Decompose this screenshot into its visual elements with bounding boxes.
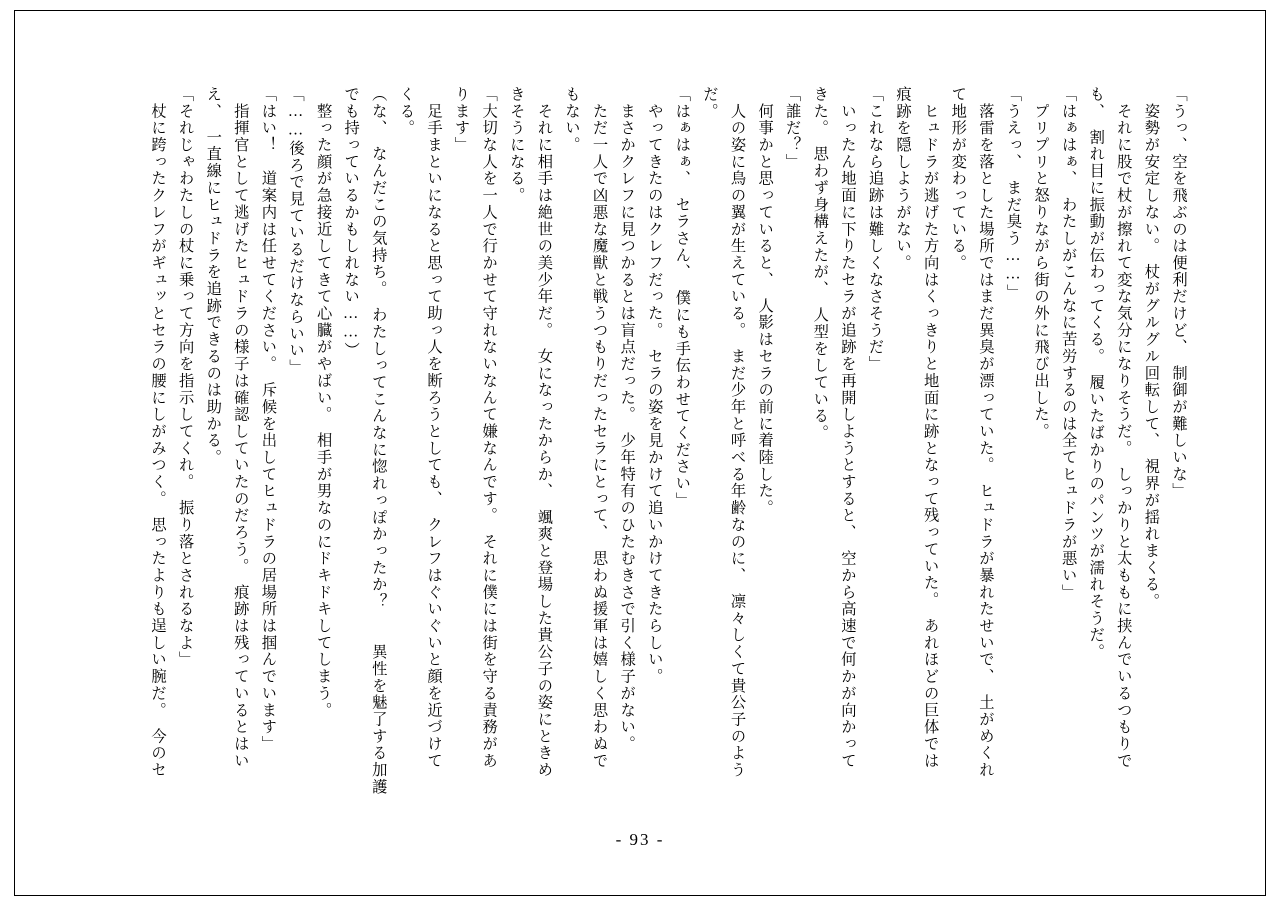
text-column: 落雷を落とした場所ではまだ異臭が漂っていた。 ヒュドラが暴れたせいで、 土がめくれ [976,86,994,779]
text-column: ります」 [452,86,470,154]
text-column: 「はぁはぁ、 セラさん、 僕にも手伝わせてください」 [673,86,691,509]
text-column: 「それじゃわたしの杖に乗って方向を指示してくれ。 振り落とされるなよ」 [176,86,194,669]
text-column: 整った顔が急接近してきて心臓がやばい。 相手が男なのにドキドキしてしまう。 [314,86,332,719]
text-column: ただ一人で凶悪な魔獣と戦うつもりだったセラにとって、 思わぬ援軍は嬉しく思わぬで [590,86,608,770]
text-column: 「誰だ？」 [783,86,801,171]
text-column: 「うっ、空を飛ぶのは便利だけど、 制御が難しいな」 [1170,86,1187,500]
text-column: （な、 なんだこの気持ち。 わたしってこんなに惚れっぽかったか？ 異性を魅了する加護 [369,86,387,796]
text-column: 「これなら追跡は難しくなさそうだ」 [866,86,884,373]
text-column: くる。 [397,86,415,137]
text-column: て地形が変わっている。 [949,86,967,272]
text-column: え、 一直線にヒュドラを追跡できるのは助かる。 [204,86,222,466]
text-column: きた。 思わず身構えたが、 人型をしている。 [811,86,829,442]
text-column: でも持っているかもしれない……） [342,86,360,359]
text-column: 「……後ろで見ているだけならいい」 [287,86,304,376]
text-column: それに股で杖が擦れて変な気分になりそうだ。 しっかりと太ももに挟んでいるつもりで [1114,86,1132,770]
text-column: 足手まといになると思って助っ人を断ろうとしても、 クレフはぐいぐいと顔を近づけて [424,86,442,770]
text-column: 「大切な人を一人で行かせて守れないなんて嫌なんです。 それに僕には街を守る責務があ [480,86,498,770]
text-column: 「うえっ、 まだ臭う……」 [1004,86,1022,301]
text-column: まさかクレフに見つかるとは盲点だった。 少年特有のひたむきさで引く様子がない。 [618,86,636,753]
text-column: それに相手は絶世の美少年だ。 女になったからか、 颯爽と登場した貴公子の姿にときめ [535,86,553,779]
text-column: いったん地面に下りたセラが追跡を再開しようとすると、 空から高速で何かが向かって [838,86,856,770]
text-column: 人の姿に鳥の翼が生えている。 まだ少年と呼べる年齢なのに、 凛々しくて貴公子のよう [728,86,746,779]
text-column: 指揮官として逃げたヒュドラの様子は確認していたのだろう。 痕跡は残っているとはい [231,86,249,770]
text-column: ヒュドラが逃げた方向はくっきりと地面に跡となって残っていた。 あれほどの巨体では [921,86,939,770]
text-column: 「はぁはぁ、 わたしがこんなに苦労するのは全てヒュドラが悪い」 [1059,86,1077,601]
text-column: 姿勢が安定しない。 杖がグルグル回転して、 視界が揺れまくる。 [1142,86,1160,610]
text-column: 「はい！ 道案内は任せてください。 斥候を出してヒュドラの居場所は掴んでいます」 [259,86,277,753]
text-column: きそうになる。 [507,86,525,204]
page-number: - 93 - [615,830,665,849]
text-column: もない。 [562,86,580,154]
text-column: も、 割れ目に振動が伝わってくる。 履いたばかりのパンツが濡れそうだ。 [1087,86,1105,661]
text-column: だ。 [700,86,718,120]
text-column: プリプリと怒りながら街の外に飛び出した。 [1032,86,1050,440]
text-column: 痕跡を隠しようがない。 [894,86,912,272]
vertical-text-body [80,86,1192,806]
text-column: 何事かと思っていると、 人影はセラの前に着陸した。 [756,86,774,517]
text-column: 杖に跨ったクレフがギュッとセラの腰にしがみつく。 思ったよりも逞しい腕だ。 今のセ [149,86,167,779]
text-column: やってきたのはクレフだった。 セラの姿を見かけて追いかけてきたらしい。 [645,86,663,685]
